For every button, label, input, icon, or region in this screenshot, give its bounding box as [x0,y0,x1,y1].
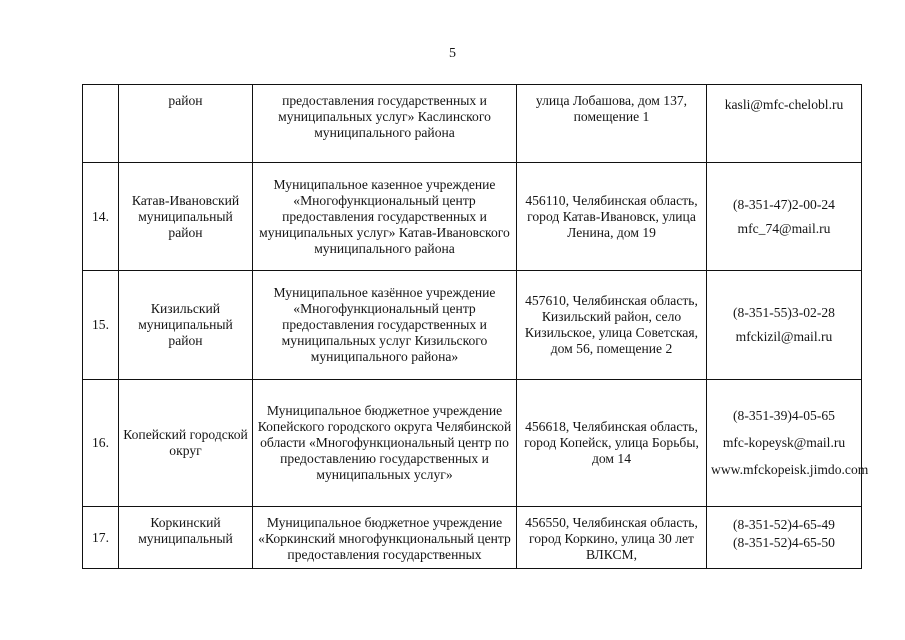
email: mfc_74@mail.ru [737,220,831,236]
contacts-cell [707,507,862,569]
address-cell: улица Лобашова, дом 137, помещение 1 [517,85,707,163]
table-row [83,163,862,271]
table-row [83,380,862,507]
website: www.mfckopeisk.jimdo.com [711,462,869,477]
organization-cell: Муниципальное казенное учреждение «Многофункциональный центр предоставления государственных и муниципальных услуг» Катав-Ивановского муниципального района [253,163,517,271]
contacts-cell [707,85,862,163]
address-cell: 456618, Челябинская область, город Копейск, улица Борьбы, дом 14 [517,380,707,507]
district-cell: Копейский городской округ [119,380,253,507]
table-row [83,271,862,380]
district-cell: Кизильский муниципальный район [119,271,253,380]
phone: (8-351-52)4-65-50 [733,535,835,550]
contacts-cell [707,380,869,507]
email: mfckizil@mail.ru [735,329,833,344]
row-number: 14. [83,163,119,271]
district-cell: Коркинский муниципальный [119,507,253,569]
row-number: 15. [83,271,119,380]
organization-cell: Муниципальное бюджетное учреждение «Коркинский многофункциональный центр предоставления государственных [253,507,517,569]
phone: (8-351-39)4-05-65 [733,408,835,423]
address-cell: 456550, Челябинская область, город Коркино, улица 30 лет ВЛКСМ, [517,507,707,569]
address-cell: 456110, Челябинская область, город Катав-Ивановск, улица Ленина, дом 19 [517,163,707,271]
row-number: 16. [83,380,119,507]
mfc-registry-table [82,84,869,569]
contacts-cell [707,163,862,271]
row-number [83,85,119,163]
district-cell: район [119,85,253,163]
email: kasli@mfc-chelobl.ru [724,97,844,112]
phone: (8-351-47)2-00-24 [733,196,835,212]
email: mfc-kopeysk@mail.ru [722,435,846,450]
table-row [83,85,862,163]
phone: (8-351-52)4-65-49 [733,517,835,532]
organization-cell: предоставления государственных и муниципальных услуг» Каслинского муниципального района [253,85,517,163]
district-cell: Катав-Ивановский муниципальный район [119,163,253,271]
table-row [83,507,862,569]
address-cell: 457610, Челябинская область, Кизильский район, село Кизильское, улица Советская, дом 56, помещение 2 [517,271,707,380]
contacts-cell [707,271,862,380]
row-number: 17. [83,507,119,569]
organization-cell: Муниципальное казённое учреждение «Многофункциональный центр предоставления государственных и муниципальных услуг Кизильского муниципального района» [253,271,517,380]
page-number: 5 [449,46,456,61]
organization-cell: Муниципальное бюджетное учреждение Копейского городского округа Челябинской области «Многофункциональный центр по предоставлению государственных и муниципальных услуг» [253,380,517,507]
phone: (8-351-55)3-02-28 [733,305,835,320]
